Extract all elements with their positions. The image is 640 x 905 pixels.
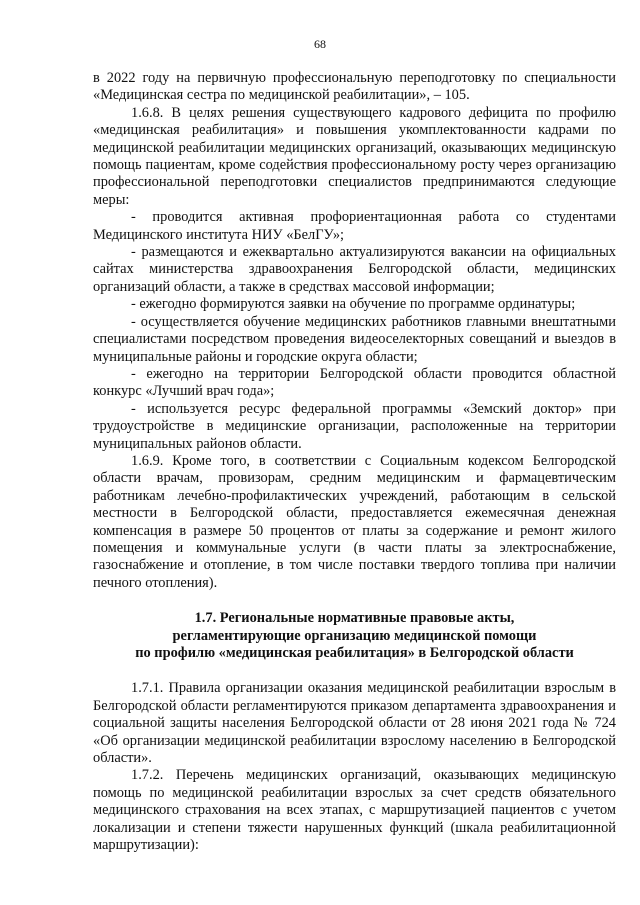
section-heading-line: по профилю «медицинская реабилитация» в Белгородской области [135, 645, 574, 661]
measure-item: - осуществляется обучение медицинских работников главными внештатными специалистами посредством проведения видеоселекторных совещаний и выездов в муниципальные районы и городские округа области; [93, 313, 616, 365]
measure-item: - ежегодно на территории Белгородской области проводится областной конкурс «Лучший врач года»; [93, 365, 616, 400]
paragraph-1-7-1: 1.7.1. Правила организации оказания медицинской реабилитации взрослым в Белгородской области регламентируются приказом департамента здравоохранения и социальной защиты населения Белгородской области от 28 июня 2021 года № 724 «Об организации медицинской реабилитации взрослому населению в Белгородской области». [93, 680, 616, 767]
measure-item: - размещаются и ежеквартально актуализируются вакансии на официальных сайтах министерства здравоохранения Белгородской области, медицинских организаций области, а также в средствах массовой информации; [93, 244, 616, 295]
section-heading-line: 1.7. Региональные нормативные правовые акты, [194, 610, 515, 627]
continuation-paragraph: в 2022 году на первичную профессиональную переподготовку по специальности «Медицинская сестра по медицинской реабилитации», – 105. [93, 70, 616, 104]
paragraph-1-6-8: 1.6.8. В целях решения существующего кадрового дефицита по профилю «медицинская реабилитация» и повышения укомплектованности кадрами по медицинской реабилитации медицинских организаций, оказывающих медицинскую помощь пациентам, кроме содействия профессиональному росту через организацию профессиональной переподготовки специалистов предпринимаются следующие меры: [93, 104, 616, 208]
measure-item: - проводится активная профориентационная работа со студентами Медицинского института НИУ «БелГУ»; [93, 209, 616, 243]
paragraph-1-7-2: 1.7.2. Перечень медицинских организаций, оказывающих медицинскую помощь по медицинской реабилитации взрослых за счет средств обязательного медицинского страхования на всех этапах, с маршрутизацией пациентов с учетом локализации и степени тяжести нарушенных функций (шкала реабилитационной маршрутизации): [93, 767, 616, 854]
measure-item: - ежегодно формируются заявки на обучение по программе ординатуры; [131, 296, 576, 313]
section-heading-line: регламентирующие организацию медицинской помощи [172, 627, 537, 644]
measure-item: - используется ресурс федеральной программы «Земский доктор» при трудоустройстве в медицинские организации, расположенные на территории муниципальных районов области. [93, 400, 616, 452]
section-heading-1-7 [93, 610, 616, 662]
paragraph-1-6-9: 1.6.9. Кроме того, в соответствии с Социальным кодексом Белгородской области врачам, провизорам, средним медицинским и фармацевтическим работникам лечебно-профилактических учреждений, работающим в сельской местности в Белгородской области, предоставляется ежемесячная денежная компенсация в размере 50 процентов от платы за содержание и ремонт жилого помещения и коммунальные услуги (в части платы за электроснабжение, газоснабжение и отопление, в том числе поставки твердого топлива при наличии печного отопления). [93, 452, 616, 591]
page-number: 68 [314, 37, 326, 51]
document-body [93, 70, 616, 854]
